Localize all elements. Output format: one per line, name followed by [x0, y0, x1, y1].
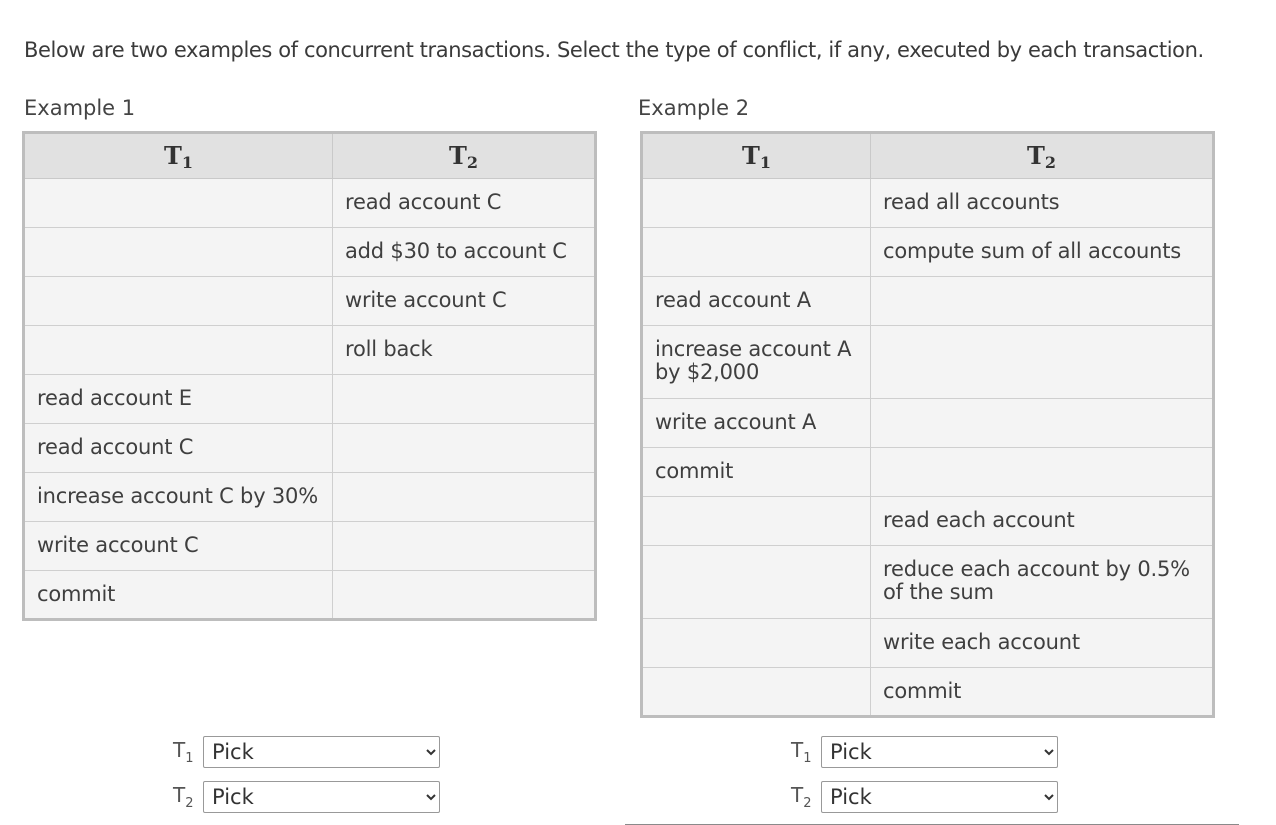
example-2-table [640, 131, 1215, 718]
table-row [642, 179, 1214, 228]
cell-t2 [871, 448, 1214, 497]
table-row [24, 326, 596, 375]
cell-t1: increase account A by $2,000 [642, 326, 871, 399]
table-row [24, 571, 596, 620]
cell-t2: read all accounts [871, 179, 1214, 228]
instructions-text: Below are two examples of concurrent transactions. Select the type of conflict, if any, executed by each transaction. [24, 38, 1204, 62]
cell-t2 [871, 277, 1214, 326]
cell-t2: read each account [871, 497, 1214, 546]
table-row [642, 399, 1214, 448]
cell-t1 [642, 228, 871, 277]
table-row [642, 448, 1214, 497]
cell-t1: increase account C by 30% [24, 473, 333, 522]
cell-t1: read account E [24, 375, 333, 424]
cell-t2 [333, 424, 596, 473]
cell-t1 [642, 179, 871, 228]
cell-t2: compute sum of all accounts [871, 228, 1214, 277]
cell-t1 [24, 179, 333, 228]
cell-t2: write account C [333, 277, 596, 326]
example-2-t2-label: $T_2$ [791, 783, 812, 811]
cell-t2 [333, 375, 596, 424]
example-2-t1-row [791, 736, 1058, 768]
cell-t1: read account C [24, 424, 333, 473]
cell-t1: commit [642, 448, 871, 497]
example-1-t2-select[interactable] [203, 781, 440, 813]
example-1-t1-label: $T_1$ [173, 738, 194, 766]
cell-t2: add $30 to account C [333, 228, 596, 277]
example-2-t2-row [791, 781, 1058, 813]
header-t2: $T_2$ [871, 133, 1214, 179]
header-t1: $T_1$ [642, 133, 871, 179]
table-row [24, 179, 596, 228]
cell-t1 [642, 497, 871, 546]
header-t2: $T_2$ [333, 133, 596, 179]
example-1-label: Example 1 [24, 96, 136, 120]
example-2-t2-select[interactable] [821, 781, 1058, 813]
cell-t2: roll back [333, 326, 596, 375]
cell-t1: write account C [24, 522, 333, 571]
table-row [642, 277, 1214, 326]
cell-t1 [642, 619, 871, 668]
cell-t1: write account A [642, 399, 871, 448]
table-row [24, 277, 596, 326]
table-row [24, 522, 596, 571]
example-1-t1-select[interactable] [203, 736, 440, 768]
cell-t2: write each account [871, 619, 1214, 668]
cell-t1 [24, 228, 333, 277]
cell-t1: read account A [642, 277, 871, 326]
cell-t2 [333, 473, 596, 522]
table-row [24, 424, 596, 473]
cell-t2: commit [871, 668, 1214, 717]
cell-t2 [871, 399, 1214, 448]
cell-t1 [24, 326, 333, 375]
example-1-table [22, 131, 597, 621]
cell-t1 [24, 277, 333, 326]
example-2-t1-select[interactable] [821, 736, 1058, 768]
table-row [642, 668, 1214, 717]
table-row [24, 228, 596, 277]
table-row [642, 497, 1214, 546]
table-row [642, 326, 1214, 399]
example-1-t2-row [173, 781, 440, 813]
example-2-label: Example 2 [638, 96, 750, 120]
table-row [642, 619, 1214, 668]
table-row [24, 473, 596, 522]
table-row [642, 546, 1214, 619]
example-1-t2-label: $T_2$ [173, 783, 194, 811]
cell-t2 [333, 522, 596, 571]
table-row [24, 375, 596, 424]
cell-t2 [333, 571, 596, 620]
cell-t2: read account C [333, 179, 596, 228]
table-row [642, 228, 1214, 277]
cell-t1 [642, 546, 871, 619]
header-t1: $T_1$ [24, 133, 333, 179]
cell-t2: reduce each account by 0.5% of the sum [871, 546, 1214, 619]
example-2-t1-label: $T_1$ [791, 738, 812, 766]
cell-t2 [871, 326, 1214, 399]
cell-t1: commit [24, 571, 333, 620]
example-1-t1-row [173, 736, 440, 768]
cell-t1 [642, 668, 871, 717]
